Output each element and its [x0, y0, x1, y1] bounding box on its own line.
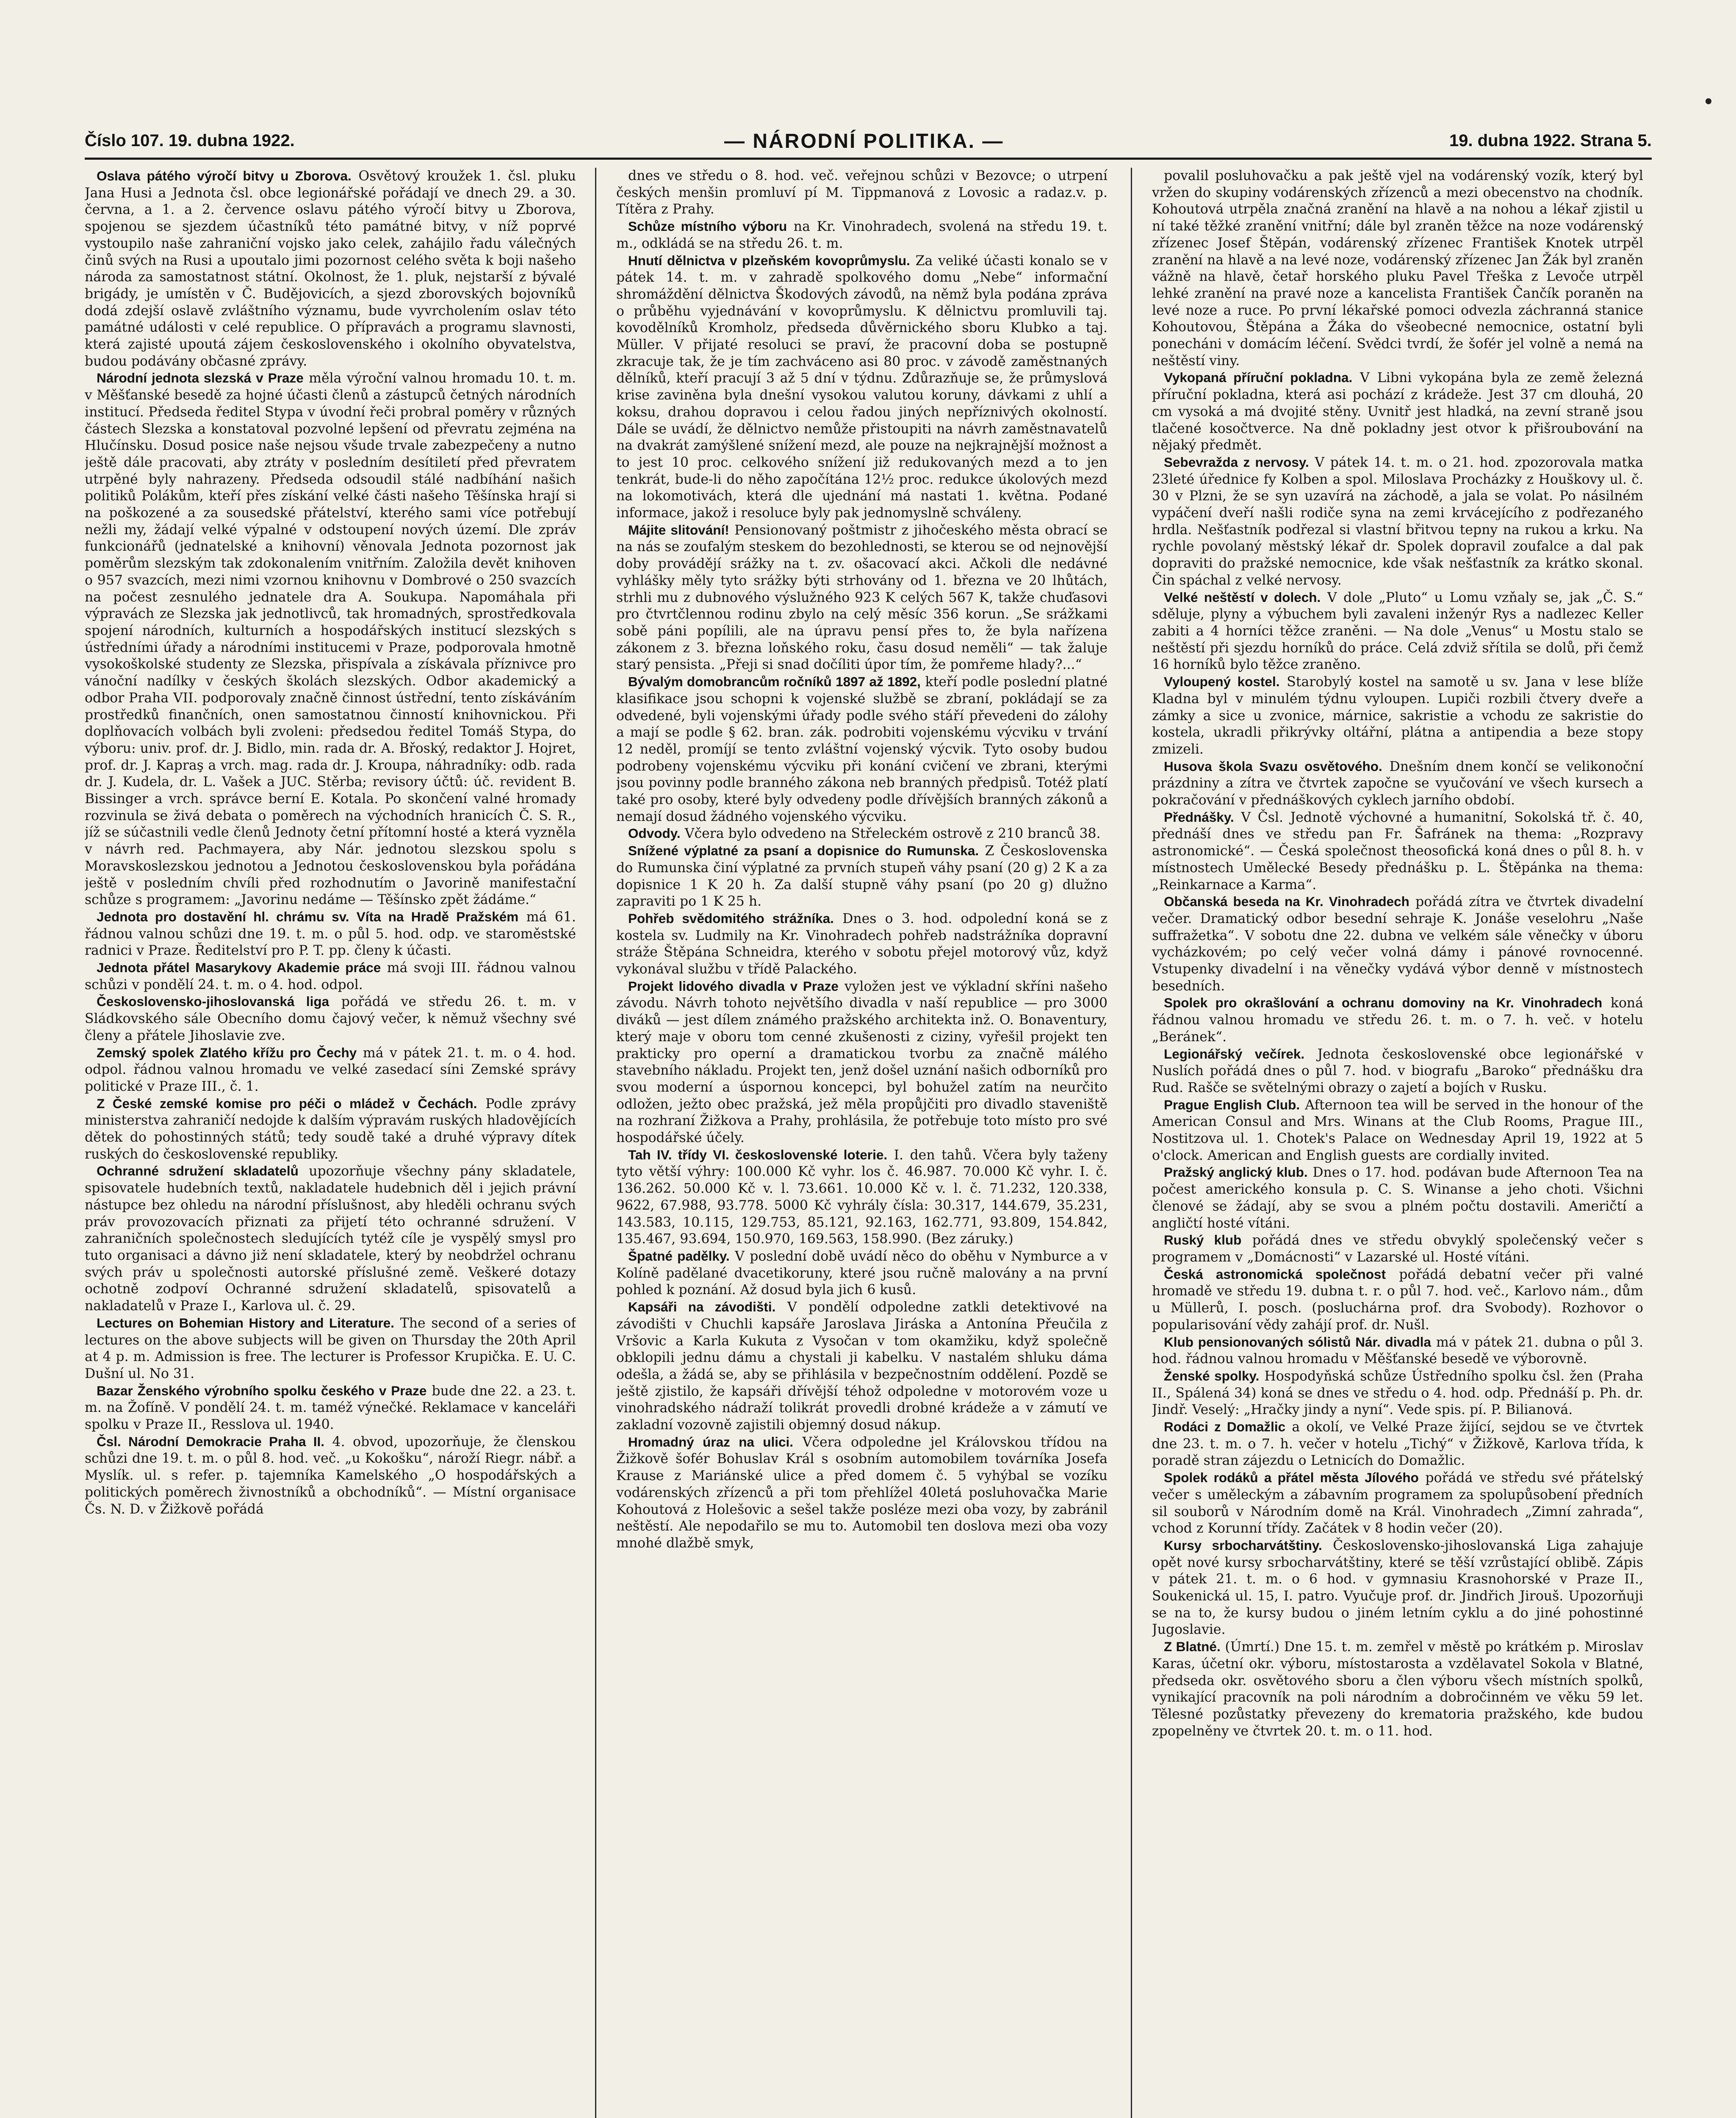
news-item-heading: Vykopaná příruční pokladna. — [1164, 370, 1353, 385]
news-item-heading: Schůze místního výboru — [628, 219, 787, 234]
news-item-text: I. den tahů. Včera byly taženy tyto větší výhry: 100.000 Kč vyhr. los č. 46.987. 70.000 Kč vyhr. I. č. 136.262. 50.000 Kč v. l. 73.661. 10.000 Kč v. l. č. 71.232, 120.338, 9622, 67.988, 93.778. 5000 Kč vyhrály čísla: 30.317, 144.679, 35.231, 143.583, 10.115, 129.753, 85.121, 92.163, 162.771, 93.809, 154.842, 135.467, 93.694, 150.970, 169.563, 158.990. (Bez záruky.) — [616, 1147, 1107, 1247]
news-item-text: pořádá debatní večer při valné hromadě ve středu 19. dubna t. r. o půl 7. hod. več., Karlovo nám., dům u Müllerů, I. posch. (posluchárna prof. dra Svobody). Rozhovor o popularisování vědy zahájí prof. dr. Nušl. — [1152, 1267, 1643, 1333]
news-item-text: má v pátek 21. t. m. o 4. hod. odpol. řádnou valnou hromadu ve velké zasedací síni Zemské správy politické v Praze III., č. 1. — [85, 1045, 576, 1094]
column-1 — [85, 168, 576, 2118]
news-item-text: V Libni vykopána byla ze země železná příruční pokladna, která asi pochází z krádeže. Jest 37 cm dlouhá, 20 cm vysoká a má dvojité stěny. Uvnitř jest hladká, na zevní straně jsou tlačené kosočtverce. Na dně pokladny jest otvor k přišroubování na nějaký předmět. — [1152, 370, 1643, 453]
news-item-text: V pondělí odpoledne zatkli detektivové na závodišti v Chuchli kapsáře Jaroslava Jiráska a Antonína Přeučila z Vršovic a Karla Kukuta z Vysočan v tom okamžiku, když společně obklopili jednu dámu a chystali ji kabelku. V nastalém shluku dáma odešla, a žádá se, aby se přihlásila v bezpečnostním oddělení. Pozdě se ještě zjistilo, že kapsáři dřívější téhož odpoledne v motorovém voze u vinohradského nádraží tolikrát provedli drobné krádeže a v zámutí ve zakladní vozovně zajistili objemný dosud nákup. — [616, 1300, 1107, 1433]
news-item — [85, 168, 576, 370]
column-divider — [595, 168, 596, 2118]
news-item — [616, 1299, 1107, 1434]
news-item — [1152, 995, 1643, 1045]
news-item-text: a okolí, ve Velké Praze žijící, sejdou se ve čtvrtek dne 23. t. m. o 7. h. večer v hotelu „Tichý“ v Žižkově, Karlova třída, k poradě stran zájezdu o Letnicích do Domažlic. — [1152, 1419, 1643, 1469]
news-item — [616, 978, 1107, 1147]
news-item-heading: Lectures on Bohemian History and Literature. — [97, 1315, 394, 1331]
news-item-text: Starobylý kostel na samotě u sv. Jana v lese blíže Kladna byl v minulém týdnu vyloupen. Lupiči rozbili čtvery dveře a zámky a sice u zvonice, márnice, sakristie a vchodu ze sakristie do kostela, ukradli přikrývky oltářní, plátna a antipendia a beze stopy zmizeli. — [1152, 674, 1643, 757]
news-item-text: Včera odpoledne jel Královskou třídou na Žižkově šofér Bohuslav Král s osobním automobilem továrníka Josefa Krause z Mariánské ulice a před domem č. 5 vyhýbal se vozíku vodárenských zřízenců a při tom přehlížel 40letá posluhovačka Marie Kohoutová z Holešovic a sešel takže posléze mezi oba vozy, by zabránil neštěstí. Ale nepodařilo se mu to. Automobil ten doslova mezi oba vozy mnohé dlažbě smyk, — [616, 1434, 1107, 1551]
newspaper-page — [85, 127, 1652, 2118]
news-item-text: bude dne 22. a 23. t. m. na Žofíně. V pondělí 24. t. m. taméž výnečké. Reklamace v kanceláři spolku v Praze II., Resslova ul. 1940. — [85, 1383, 576, 1433]
news-item-heading: Česká astronomická společnost — [1164, 1266, 1386, 1282]
news-item-heading: Rodáci z Domažlic — [1164, 1419, 1286, 1435]
news-item-heading: Zemský spolek Zlatého křížu pro Čechy — [97, 1045, 357, 1060]
news-item-text: pořádá ve středu 26. t. m. v Sládkovského sále Obecního domu čajový večer, k němuž všechny své členy a přátele Jihoslavie zve. — [85, 994, 576, 1043]
news-item-text: V dole „Pluto“ u Lomu vzňaly se, jak „Č. S.“ sděluje, plyny a výbuchem byli zavaleni inženýr Rys a nadlezec Keller zabiti a 4 horníci těžce zraněni. — Na dole „Venus“ u Mostu stalo se neštěstí při sjezdu horníků do práce. Celá zdviž sřítila se dolů, při čemž 16 horníků bylo těžce zraněno. — [1152, 590, 1643, 673]
news-item — [1152, 369, 1643, 454]
news-item-text: V Čsl. Jednotě výchovné a humanitní, Sokolská tř. č. 40, přednáší dnes ve středu pan Fr. Šafránek na thema: „Rozpravy astronomické“. — Česká společnost theosofická koná dnes o půl 8. h. v místnostech Umělecké Besedy přednášku p. L. Štěpánka na thema: „Reinkarnace a Karma“. — [1152, 809, 1643, 893]
news-item — [616, 252, 1107, 522]
news-item — [85, 1095, 576, 1163]
news-item-heading: Ženské spolky. — [1164, 1368, 1260, 1383]
news-item-heading: Čsl. Národní Demokracie Praha II. — [97, 1433, 325, 1449]
news-item-text: má svoji III. řádnou valnou schůzi v pondělí 24. t. m. o 4. hod. odpol. — [85, 960, 576, 992]
news-item-text: vyložen jest ve výkladní skříni našeho závodu. Návrh tohoto největšího divadla v naší republice — pro 3000 diváků — jest dílem známého pražského architekta inž. O. Bonaventury, který maje v oboru tom cenné zkušenosti z ciziny, vyřešil projekt ten prakticky pro operní a dramatickou tvorbu za značně málého stavebního nákladu. Projekt ten, jenž došel uznání našich odborníků pro svou moderní a úspornou koncepci, byl bohužel zatím na neurčito odložen, ježto obec pražská, jež měla propůjčiti pro divadlo staveniště na rozhraní Žižkova a Prahy, prohlásila, že potřebuje toto místo pro své hospodářské účely. — [616, 979, 1107, 1146]
news-item-text: Osvětový kroužek 1. čsl. pluku Jana Husi a Jednota čsl. obce legionářské pořádají ve dnech 29. a 30. června, a 1. a 2. července oslavu pátého výročí bitvy u Zborova, spojenou se sjezdem účastníků této památné bitvy, v níž poprvé vystoupilo naše zahraniční vojsko jako celek, zahájilo řadu válečných činů svých na Rusi a upoutalo jimi pozornost celého světa k boji našeho národa za samostatnost státní. Okolnost, že 1. pluk, nejstarší z bývalé brigády, je umístěn v Č. Budějovicích, a sjezd zborovských bojovníků dodá zdejší oslavě zvláštního významu, bude vyvrcholením oslav této památné události v celé republice. O přípravách a programu slavnosti, která zajisté upoutá zájem československého i okolního obyvatelstva, budou podávány občasné zprávy. — [85, 169, 576, 369]
page-reference: 19. dubna 1922. Strana 5. — [1449, 131, 1652, 150]
news-item-heading: Z Blatné. — [1164, 1639, 1221, 1655]
news-item — [1152, 1638, 1643, 1740]
news-item-text: Podle zprávy ministerstva zahraničí nedojde k dalším výpravám ruských hladovějících dětek do pohostinných států; tedy soudě také a druhé výpravy dítek ruských do československé republiky. — [85, 1096, 576, 1162]
news-item-heading: Pohřeb svědomitého strážníka. — [628, 910, 834, 926]
news-item-heading: Kursy srbocharvátštiny. — [1164, 1537, 1322, 1553]
news-item-text: pořádá zítra ve čtvrtek divadelní večer. Dramatický odbor besední sehraje K. Jonáše veselohru „Naše suffražetka“. V sobotu dne 22. dubna ve velkém sále věnečky v úboru vycházkovém; po celý večer volná dámy i pánové rovnocenné. Vstupenky divadelní i na věnečky vydává výbor denně v místnostech besedních. — [1152, 894, 1643, 994]
news-item-heading: Bývalým domobrancům ročníků 1897 až 1892, — [628, 674, 921, 690]
news-item-heading: Májite slitování! — [628, 522, 729, 538]
news-item — [85, 1315, 576, 1383]
news-item — [1152, 674, 1643, 758]
masthead — [85, 127, 1652, 160]
column-divider — [1131, 168, 1132, 2118]
news-item-text: upozorňuje všechny pány skladatele, spisovatele hudebních textů, nakladatele hudebnich děl i jejich právní nástupce bez ohledu na národní příslušnost, aby hleděli ochranu svých práv provozovacích přiznati za přijetí této ochranné sdružení. V zahraničních společnostech sledujících tytéž cíle je vyspělý smysl pro tuto organisaci a dávno již není skladatele, který by neobdržel ochranu svých práv u společnosti autorské příslušné země. Veškeré dotazy ochotně zodpoví Ochranné sdružení skladatelů, spisovatelů a nakladatelů v Praze I., Karlova ul. č. 29. — [85, 1164, 576, 1314]
news-item-text: koná řádnou valnou hromadu ve středu 26. t. m. o 7. h. več. v hotelu „Beránek“. — [1152, 995, 1643, 1045]
news-item — [1152, 454, 1643, 589]
news-item — [616, 674, 1107, 825]
news-item — [1152, 1164, 1643, 1232]
news-item — [616, 825, 1107, 843]
news-item — [85, 909, 576, 959]
news-item-heading: Vyloupený kostel. — [1164, 674, 1280, 690]
news-item-text: V poslední době uvádí něco do oběhu v Nymburce a v Kolíně padělané dvacetikoruny, které jsou ručně malovány a na první pohled k poznání. Až dosud byla jich 6 kusů. — [616, 1249, 1107, 1298]
news-item-heading: Spolek pro okrašlování a ochranu domoviny na Kr. Vinohradech — [1164, 995, 1603, 1011]
news-item-text: Dnes o 3. hod. odpolední koná se z kostela sv. Ludmily na Kr. Vinohradech pohřeb nadstrážníka dopravní stráže Štěpána Schneidra, kterého v sobotu přejel motorový vůz, když vykonával službu v třídě Palackého. — [616, 911, 1107, 977]
news-item-text: Afternoon tea will be served in the honour of the American Consul and Mrs. Winans at the Club Rooms, Prague III., Nostitzova ul. 1. Chotek's Palace on Wednesday April 19, 1922 at 5 o'clock. American and English guests are cordially invited. — [1152, 1097, 1643, 1163]
news-item-heading: Klub pensionovaných sólistů Nár. divadla — [1164, 1334, 1431, 1350]
news-item-text: Československo-jihoslovanská Liga zahajuje opět nové kursy srbocharvátštiny, které se těší vzrůstající oblibě. Zápis v pátek 21. t. m. o 6 hod. v gymnasiu Krasnohorské v Praze II., Soukenická ul. 15, I. patro. Vyučuje prof. dr. Jindřich Jirouš. Upozorňuji se na to, že kursy budou o jiném letním cyklu a do jiné pohostinné Jugoslavie. — [1152, 1538, 1643, 1638]
news-item-text: Dnes o 17. hod. podávan bude Afternoon Tea na počest amerického konsula p. C. S. Winanse a jeho choti. Všichni členové se žádají, aby se svou a plném počtu dostavili. Američtí a angličtí hosté vítáni. — [1152, 1165, 1643, 1231]
news-item-heading: Občanská beseda na Kr. Vinohradech — [1164, 894, 1409, 909]
news-item — [1152, 758, 1643, 809]
news-item — [616, 522, 1107, 674]
news-item-heading: Hromadný úraz na ulici. — [628, 1434, 794, 1450]
news-item-heading: Hnutí dělnictva v plzeňském kovoprůmyslu. — [628, 252, 910, 268]
news-item-heading: Jednota přátel Masarykovy Akademie práce — [97, 960, 381, 976]
news-item — [616, 1434, 1107, 1552]
news-item — [616, 910, 1107, 978]
news-item-text: 4. obvod, upozorňuje, že členskou schůzi dne 19. t. m. o půl 8. hod. več. „u Kokošku“, nároží Riegr. nábř. a Myslík. ul. s refer. p. tajemníka Kamelského „O hospodářských a politických poměrech živnostníků a obchodníků“. — Místní organisace Čs. N. D. v Žižkově pořádá — [85, 1434, 576, 1517]
news-item — [616, 1248, 1107, 1299]
news-item-heading: Husova škola Svazu osvětového. — [1164, 758, 1382, 774]
news-item-heading: Národní jednota slezská v Praze — [97, 370, 304, 386]
news-item-heading: Projekt lidového divadla v Praze — [628, 978, 839, 994]
news-item — [1152, 1097, 1643, 1164]
news-item-text: Hospodyňská schůze Ústředního spolku čsl. žen (Praha II., Spálená 34) koná se dnes ve středu o 4. hod. odp. Přednáší p. Ph. dr. Jindř. Veselý: „Hračky jindy a nyní“. Vede spis. pí. P. Bilianová. — [1152, 1368, 1643, 1418]
news-item — [85, 959, 576, 993]
news-item — [85, 1163, 576, 1314]
news-item-text: kteří podle poslední platné klasifikace jsou schopni k vojenské službě se zbraní, pokládají se za odvedené, byli vojenskými úřady podle svého stáří převedeni do zálohy a mají se podle § 62. bran. zák. podrobiti vojenskému výcviku v trvání 12 neděl, promíjí se tento zvláštní vojenský výcvik. Tyto osoby budou podrobeny vojenskému výcviku při konání cvičení ve zbrani, kterými jsou povinny podle branného zákona neb branných předpisů. Totéž platí také pro osoby, které byly odvedeny podle dřívějších branných zákonů a nemají dosud žádného vojenského výcviku. — [616, 674, 1107, 824]
news-item — [85, 1045, 576, 1095]
news-item-heading: Spolek rodáků a přátel města Jílového — [1164, 1470, 1419, 1486]
column-2 — [616, 168, 1107, 2118]
news-item — [1152, 589, 1643, 674]
news-item-text: The second of a series of lectures on the above subjects will be given on Thursday the 20th April at 4 p. m. Admission is free. The lecturer is Professor Krupička. E. U. C. Dušní ul. No 31. — [85, 1315, 576, 1381]
news-item-heading: Odvody. — [628, 826, 681, 841]
news-item — [85, 1383, 576, 1433]
news-item — [1152, 1537, 1643, 1638]
news-item — [1152, 1232, 1643, 1266]
news-item-text: V pátek 14. t. m. o 21. hod. zpozorovala matka 23leté úřednice fy Kolben a spol. Miloslava Procházky z Houškovy ul. č. 30 v Plzni, že se syn uzavírá na záchodě, a jala se volat. Po násilném vypáčení dveří našli rodiče syna na zemi krvácejícího z podřezaného hrdla. Nešťastník podřezal si vlastní břitvou tepny na rukou a krku. Na rychle povolaný městský lékař dr. Spolek dopravil zoufalce a dal pak dopraviti do pražské nemocnice, kde však nešťastník za krátko skonal. Čin spáchal z velké nervosy. — [1152, 455, 1643, 588]
news-item-text: dnes ve středu o 8. hod. več. veřejnou schůzi v Bezovce; o utrpení českých menšin promluví pí M. Tippmanová z Lovosic a radaz.v. p. Títěra z Prahy. — [616, 168, 1107, 217]
news-item-heading: Prague English Club. — [1164, 1097, 1300, 1112]
news-item — [1152, 1469, 1643, 1537]
news-item-heading: Z České zemské komise pro péči o mládež v Čechách. — [97, 1095, 477, 1111]
news-item-text: má v pátek 21. dubna o půl 3. hod. řádnou valnou hromadu v Měšťanské besedě ve výborovně. — [1152, 1334, 1643, 1367]
news-item — [616, 843, 1107, 910]
news-item-heading: Jednota pro dostavění hl. chrámu sv. Víta na Hradě Pražském — [97, 909, 519, 924]
news-item-text: povalil posluhovačku a pak ještě vjel na vodárenský vozík, který byl vržen do skupiny vodárenských zřízenců a mezi obecenstvo na chodník. Kohoutová utrpěla značná zranění na hlavě a na nohou a lékař zjistil u ní také těžké zranění vnitřní; dále byl zraněn těžce na noze vodárenský zřízenec Josef Štěpán, vodárenský zřízenec František Knotek utrpěl zranění na hlavě a na levé noze, vodárenský zřízenec Jan Žák byl zraněn vážně na hlavě, četař horského pluku Pavel Třeška z Levoče utrpěl lehké zranění na pravé noze a kancelista František Čančík poraněn na levé noze a ruce. Po první lékařské pomoci odvezla záchranná stanice Kohoutovou, Štěpána a Žáka do všeobecné nemocnice, ostatní byli ponecháni v domácím léčení. Svědci tvrdí, že šofér jel volně a nemá na neštěstí viny. — [1152, 168, 1643, 369]
news-item-heading: Špatné padělky. — [628, 1248, 730, 1264]
news-item-heading: Ruský klub — [1164, 1232, 1242, 1248]
news-item-heading: Kapsáři na závodišti. — [628, 1299, 776, 1315]
news-item-text: Pensionovaný poštmistr z jihočeského města obrací se na nás se zoufalým steskem do bezohlednosti, se kterou se od nejnovější doby provádějí srážky na t. zv. ošacovací akci. Ačkoli dle nedávné vyhlášky měly tyto srážky býti strhovány od 1. března ve 20 lhůtách, strhli mu z dubnového výslužného 923 K celých 567 K, takže chuďasovi pro čtvrtčlennou rodinu zbylo na celý měsíc 356 korun. „Se srážkami sobě páni popílili, ale na úpravu pensí přes to, že byla nařízena zákonem z 3. března loňského roku, času dosud neměli“ — tak žaluje starý pensista. „Přeji si snad dočíliti úpor tím, že pomřeme hlady?...“ — [616, 522, 1107, 673]
news-item-heading: Oslava pátého výročí bitvy u Zborova. — [97, 168, 352, 183]
news-item — [616, 1147, 1107, 1248]
news-item-text: pořádá dnes ve středu obvyklý společenský večer s programem v „Domácnosti“ v Lazarské ul. Hosté vítáni. — [1152, 1233, 1643, 1265]
news-item-text: měla výroční valnou hromadu 10. t. m. v Měšťanské besedě za hojné účasti členů a zástupců četných národních institucí. Předseda ředitel Stypa v úvodní řeči probral poměry v různých částech Slezska a konstatoval pozvolné lepšení od převratu zejména na Hlučínsku. Dosud posice naše nejsou všude trvale zabezpečeny a nutno ještě dále pracovati, aby ztráty v posledním desítiletí před převratem utrpěné byly nahrazeny. Předseda odsoudil stálé nadbíhání našich politiků Polákům, kteří přes získání velké části našeho Těšínska hrají si na poškozené a za sousedské přátelství, kterého sami více potřebují nežli my, žádají velké výpalné v odstoupení nových území. Dle zpráv funkcionářů (jednatelské a knihovní) věnovala Jednota pozornost jak poměrům slezským tak zdokonalením vnitřním. Založila devět knihoven o 957 svazcích, mezi nimi vzornou knihovnu v Dombrové o 250 svazcích na počest zesnulého jednatele dra A. Soukupa. Napomáhala při výpravách ze Slezska jak jednotlivců, tak hromadných, sprostředkovala spojení národních, kulturních a hospodářských institucí slezských s ústředními úřady a národními institucemi v Praze, podporovala hmotně vysokoškolské studenty ze Slezska, přispívala a získávala příznivce pro vánoční nadílky v českých školách slezských. Odbor akademický a odbor Praha VII. podporovaly značně činnost ústřední, tento získáváním prostředků finančních, onen samostatnou činností knihovnickou. Při doplňovacích volbách byli zvoleni: předsedou ředitel Tomáš Stypa, do výboru: univ. prof. dr. J. Bidlo, min. rada dr. A. Břoský, redaktor J. Hojret, prof. dr. J. Kapraş a vrch. mag. rada dr. J. Kroupa, náhradníky: odb. rada dr. J. Kudela, dr. L. Vašek a JUC. Stěrba; revisory účtů: úč. revident B. Bissinger a vrch. správce berní E. Kotala. Po skončení valné hromady rozvinula se živá debata o poměrech na východních hranicích Č. S. R., jíž se súčastnili vedle členů Jednoty četní přítomní hosté a která vyzněla v návrh red. Pachmayera, aby Nár. jednotou slezskou spolu s Moravskoslezskou jednotou a Jednotou československou byla pořádána ještě v posledním chvíli před rozhodnutím o Javorině manifestační schůze s programem: „Javorinu nedáme — Těšínsko zpět žádáme.“ — [85, 371, 576, 908]
news-item — [616, 218, 1107, 252]
news-item-heading: Sebevražda z nervosy. — [1164, 454, 1309, 470]
news-item — [616, 168, 1107, 218]
news-item — [85, 1433, 576, 1518]
news-item — [1152, 1046, 1643, 1097]
news-item — [1152, 809, 1643, 894]
news-item-text: Dnešním dnem končí se velikonoční prázdniny a zítra ve čtvrtek započne se vyučování ve všech kursech a pokračování v přednáškových cyklech jarního období. — [1152, 759, 1643, 808]
news-item-heading: Přednášky. — [1164, 809, 1234, 825]
news-item-text: (Úmrtí.) Dne 15. t. m. zemřel v městě po krátkém p. Miroslav Karas, účetní okr. výboru, místostarosta a vzdělavatel Sokola v Blatné, předseda okr. osvětového sboru a člen výboru všech místních spolků, vynikající pracovník na poli národním a dobročinném ve věku 59 let. Tělesné pozůstatky převezeny do krematoria pražského, kde budou zpopelněny ve čtvrtek 20. t. m. o 11. hod. — [1152, 1639, 1643, 1739]
news-item — [85, 370, 576, 909]
news-item-text: Z Československa do Rumunska činí výplatné za prvních stupeň váhy psaní (20 g) 2 K a za dopisnice 1 K 20 h. Za další stupně váhy psaní (po 20 g) dlužno zapraviti po 1 K 25 h. — [616, 843, 1107, 909]
news-item-heading: Legionářský večírek. — [1164, 1046, 1305, 1062]
news-item-heading: Snížené výplatné za psaní a dopisnice do Rumunska. — [628, 843, 979, 859]
news-item — [1152, 168, 1643, 369]
news-item — [85, 993, 576, 1044]
news-item-heading: Tah IV. třídy VI. československé loterie. — [628, 1147, 888, 1162]
news-item-heading: Ochranné sdružení skladatelů — [97, 1163, 299, 1179]
ink-speck — [1706, 98, 1711, 104]
news-item-heading: Československo-jihoslovanská liga — [97, 994, 329, 1009]
news-item-text: Včera bylo odvedeno na Střeleckém ostrově z 210 branců 38. — [684, 826, 1101, 842]
news-item-heading: Bazar Ženského výrobního spolku českého v Praze — [97, 1383, 427, 1398]
news-item-text: Jednota československé obce legionářské v Nuslích pořádá dnes o půl 7. hod. v biografu „Baroko“ přednášku dra Rud. Rašče se světelnými obrazy o zajetí a bojích v Rusku. — [1152, 1046, 1643, 1095]
news-item-heading: Velké neštěstí v dolech. — [1164, 589, 1321, 605]
newspaper-title: — NÁRODNÍ POLITIKA. — — [724, 130, 1004, 152]
news-item-text: na Kr. Vinohradech, svolená na středu 19. t. m., odkládá se na středu 26. t. m. — [616, 219, 1107, 251]
column-3 — [1152, 168, 1643, 2118]
news-item-text: má 61. řádnou valnou schůzi dne 19. t. m. o půl 5. hod. odp. ve staroměstské radnici v Praze. Ředitelství pro P. T. pp. členy k účasti. — [85, 909, 576, 959]
news-item-text: pořádá ve středu své přátelský večer s uměleckým a zábavním programem za spolupůsobení předních sil souborů v Národním domě na Král. Vinohradech „Zimní zahrada“, vchod z Korunní třídy. Začátek v 8 hodin večer (20). — [1152, 1470, 1643, 1536]
news-item — [1152, 1334, 1643, 1368]
news-item-heading: Pražský anglický klub. — [1164, 1164, 1308, 1180]
news-item — [1152, 1266, 1643, 1334]
news-item — [1152, 893, 1643, 995]
news-item-text: Za veliké účasti konalo se v pátek 14. t. m. v zahradě spolkového domu „Nebe“ informační shromáždění dělnictva Škodových závodů, na němž byla podána zpráva o průběhu vyjednávání v kovoprůmyslu. K dělnictvu promluvili taj. kovodělníků Kromholz, předseda důvěrnického sboru Klubko a taj. Müller. V přijaté resoluci se praví, že pracovní doba se postupně zkracuje tak, že je tím zachváceno asi 80 proc. v závodě zaměstnaných dělníků, kteří pracují 3 až 5 dní v týdnu. Zdůrazňuje se, že průmyslová krise zaviněna byla dnešní vysokou valutou koruny, dávkami z uhlí a koksu, drahou dopravou i celou řadou jiných nepříznivých okolností. Dále se uvádí, že dělnictvo nemůže přistoupiti na návrh zaměstnavatelů na dvakrát zamýšlené snížení mezd, ale pouze na nejkrajnější možnost a to jest 10 proc. celkového snížení již redukovaných mezd a to jen tenkrát, bude-li do něho započítána 12½ proc. redukce úkolových mezd na lokomotivách, která dle ujednání má nastati 1. května. Podané informace, jakož i resoluce byly pak jednomyslně schváleny. — [616, 253, 1107, 521]
news-item — [1152, 1368, 1643, 1419]
issue-date: Číslo 107. 19. dubna 1922. — [85, 131, 295, 150]
news-item — [1152, 1419, 1643, 1469]
